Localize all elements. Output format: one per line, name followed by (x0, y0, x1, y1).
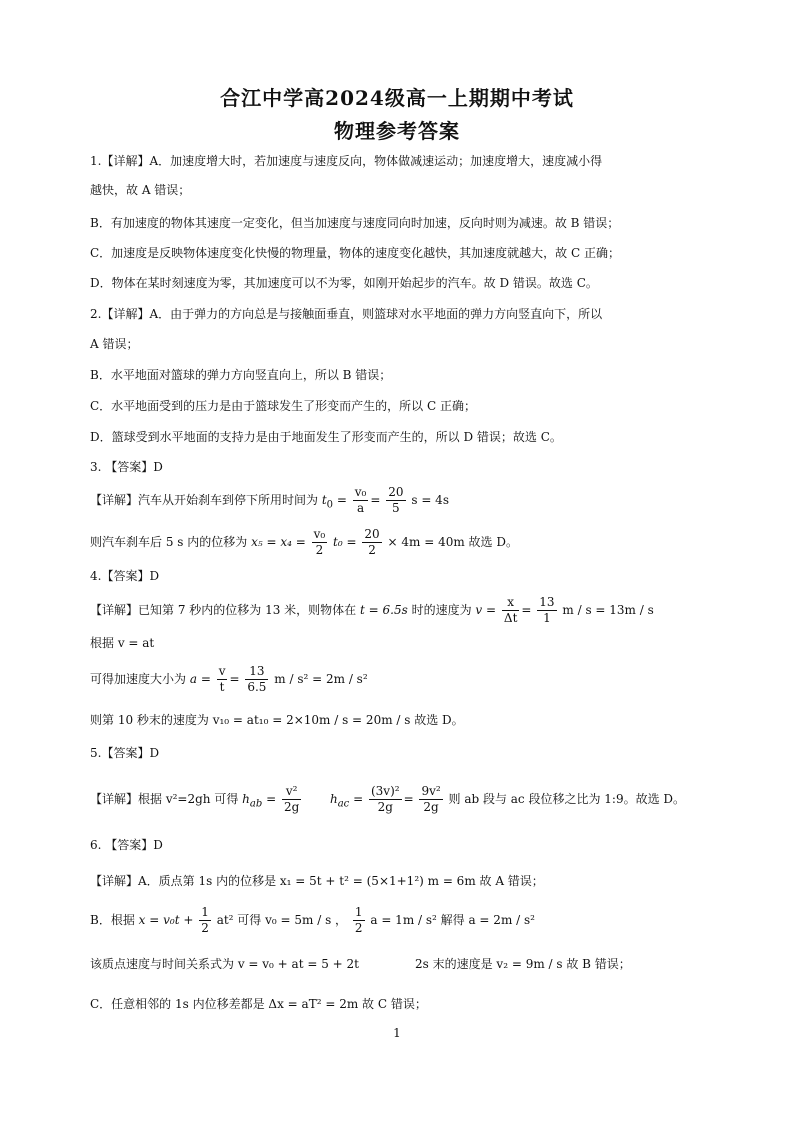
q4-d1-mid: 时的速度为 (411, 603, 472, 617)
q5-d1-den1: 2g (283, 800, 300, 814)
q4-d3-num1: v (218, 664, 226, 678)
q6-detail-c-2: 2s 末的速度是 v₂ = 9m / s 故 B 错误； (415, 957, 631, 971)
q4-d3-den1: t (219, 680, 225, 694)
q4-d1-fraction-1 (502, 595, 520, 626)
q6-b-den: 2 (201, 921, 209, 935)
q4-detail-1: 【详解】已知第 7 秒内的位移为 13 米，则物体在 t = 6.5s 时的速度为 v = $\frac{x}{\Delta t}$ = $\frac{13}{1}$ m / s = 13m / s (90, 595, 654, 625)
q4-d1-suffix: m / s = 13m / s (562, 603, 654, 617)
q4-detail-3: 可得加速度大小为 a = $\frac{v}{t}$ = $\frac{13}{6.5}$ m / s² = 2m / s² (90, 664, 368, 694)
q4-d3-suffix: m / s² = 2m / s² (274, 672, 368, 686)
q2-line-5: D．篮球受到水平地面的支持力是由于地面发生了形变而产生的，所以 D 错误；故选 C。 (90, 430, 562, 444)
q6-b-fraction-2 (353, 905, 365, 936)
q4-d1-v: v = (475, 603, 497, 617)
q4-answer: 4.【答案】D (90, 569, 160, 583)
q4-detail-4: 则第 10 秒末的速度为 v₁₀ = at₁₀ = 2×10m / s = 20m / s 故选 D。 (90, 713, 464, 727)
q6-detail-a: 【详解】A．质点第 1s 内的位移是 x₁ = 5t + t² = (5×1+1²) m = 6m 故 A 错误； (90, 874, 544, 888)
q3-d2-num2: 20 (364, 527, 380, 541)
exam-subtitle: 物理参考答案 (334, 119, 460, 143)
q3-d1-eq: = (336, 493, 347, 507)
q1-line-3: B．有加速度的物体其速度一定变化，但当加速度与速度同向时加速，反向时则为减速。故 B 错误； (90, 216, 620, 230)
q2-line-4: C．水平地面受到的压力是由于篮球发生了形变而产生的，所以 C 正确； (90, 399, 476, 413)
q1-line-2: 越快，故 A 错误； (90, 183, 191, 197)
q3-d1-num1: v₀ (354, 485, 367, 499)
q3-d2-den1: 2 (315, 543, 324, 557)
q3-answer: 3. 【答案】D (90, 460, 163, 474)
q3-d2-fraction-2 (362, 527, 381, 558)
q1-line-1: 1.【详解】A．加速度增大时，若加速度与速度反向，物体做减速运动；加速度增大，速度减小得 (90, 154, 603, 168)
q3-d1-suffix: s = 4s (411, 493, 449, 507)
q5-detail-1: 【详解】根据 v²=2gh 可得 $h_{ab}$ = $\frac{\text{v²}}{2g}$ $h_{ac}$ = $\frac{\text{(3v)²}}{2g}$ = $\frac{\text{9v²}}{2g}$ 则 ab 段与 ac 段位移之比为 1:9。故选 D。 (90, 784, 686, 814)
q4-detail-2: 根据 v = at (90, 636, 155, 650)
q3-d2-den2: 2 (368, 543, 376, 557)
q6-answer: 6. 【答案】D (90, 838, 163, 852)
q3-d1-t0: t (321, 493, 327, 507)
q4-d1-prefix: 【详解】已知第 7 秒内的位移为 13 米，则物体在 (90, 603, 357, 617)
q6-b-num2: 1 (354, 905, 363, 919)
q5-d1-den2: 2g (377, 800, 393, 814)
q5-d1-num1: v² (282, 784, 301, 800)
exam-title: 合江中学高2024级高一上期期中考试 (220, 86, 574, 110)
q3-d2-t0: t₀ = (333, 535, 357, 549)
q5-d1-den3: 2g (423, 800, 439, 814)
q6-b-suffix: a = 1m / s² 解得 a = 2m / s² (370, 913, 535, 927)
q6-detail-c-1: 该质点速度与时间关系式为 v = v₀ + at = 5 + 2t (90, 957, 359, 971)
q1-line-5: D．物体在某时刻速度为零，其加速度可以不为零，如刚开始起步的汽车。故 D 错误。故选 C。 (90, 276, 598, 290)
q3-d2-prefix: 则汽车刹车后 5 s 内的位移为 (90, 535, 248, 549)
q6-detail-d: C．任意相邻的 1s 内位移差都是 Δx = aT² = 2m 故 C 错误； (90, 997, 427, 1011)
q4-d1-fraction-2 (537, 595, 556, 626)
q6-b-den2: 2 (354, 921, 363, 935)
q6-b-num: 1 (201, 905, 209, 919)
q1-line-4: C．加速度是反映物体速度变化快慢的物理量，物体的速度变化越快，其加速度就越大，故 C 正确； (90, 246, 620, 260)
q4-d1-den1: Δt (503, 611, 518, 625)
q3-d1-fraction-2 (386, 485, 405, 516)
page-number: 1 (393, 1026, 401, 1040)
q3-detail-1: 【详解】汽车从开始刹车到停下所用时间为 $t_0$ = $\frac{\text{v₀}}{a}$ = $\frac{20}{5}$ s = 4s (90, 485, 449, 515)
q4-d1-t: t = 6.5s (360, 603, 408, 617)
q6-b-prefix: B．根据 (90, 913, 135, 927)
q5-d1-fraction-2 (369, 784, 402, 815)
q3-d2-num1: v₀ (313, 527, 326, 541)
q3-detail-2 (90, 527, 518, 558)
q6-detail-b (90, 905, 535, 936)
q3-d2-suffix: × 4m = 40m 故选 D。 (387, 535, 518, 549)
q5-d1-fraction-3 (419, 784, 442, 815)
q5-d1-hab: h (242, 792, 250, 806)
q5-d1-hac: h (329, 792, 338, 806)
q5-answer: 5.【答案】D (90, 746, 160, 760)
q4-d3-fraction-2 (245, 664, 268, 695)
q3-d1-den1: a (356, 501, 365, 515)
q5-d1-num3: 9v² (421, 784, 441, 798)
q4-d3-prefix: 可得加速度大小为 (90, 672, 187, 686)
q3-d2-fraction-1 (312, 527, 328, 558)
q4-d1-num1: x (502, 595, 520, 611)
q4-d3-num2: 13 (245, 664, 268, 680)
q4-d3-a: a = (189, 672, 211, 686)
q4-d3-den2: 6.5 (247, 680, 267, 694)
q3-d1-prefix: 【详解】汽车从开始刹车到停下所用时间为 (90, 493, 319, 507)
q6-b-mid: at² 可得 v₀ = 5m / s ， (216, 913, 348, 927)
q3-d2-x: x₅ = x₄ = (251, 535, 306, 549)
q5-d1-prefix: 【详解】根据 v²=2gh 可得 (90, 792, 239, 806)
q6-b-fraction-1 (199, 905, 211, 936)
q3-d1-den2: 5 (392, 501, 400, 515)
q4-d3-fraction-1 (217, 664, 228, 695)
q2-line-1: 2.【详解】A．由于弹力的方向总是与接触面垂直，则篮球对水平地面的弹力方向竖直向下，所以 (90, 307, 603, 321)
q2-line-3: B．水平地面对篮球的弹力方向竖直向上，所以 B 错误； (90, 368, 392, 382)
q2-line-2: A 错误； (90, 337, 139, 351)
q4-d1-num2: 13 (539, 595, 555, 609)
q5-d1-suffix: 则 ab 段与 ac 段位移之比为 1:9。故选 D。 (448, 792, 686, 806)
q3-d1-num2: 20 (388, 485, 404, 499)
q5-d1-num2: (3v)² (370, 784, 400, 798)
q5-d1-fraction-1 (282, 784, 301, 815)
q3-d1-fraction-1 (353, 485, 369, 516)
q6-b-formula: x = v₀t + (138, 913, 194, 927)
q4-d1-den2: 1 (543, 611, 551, 625)
